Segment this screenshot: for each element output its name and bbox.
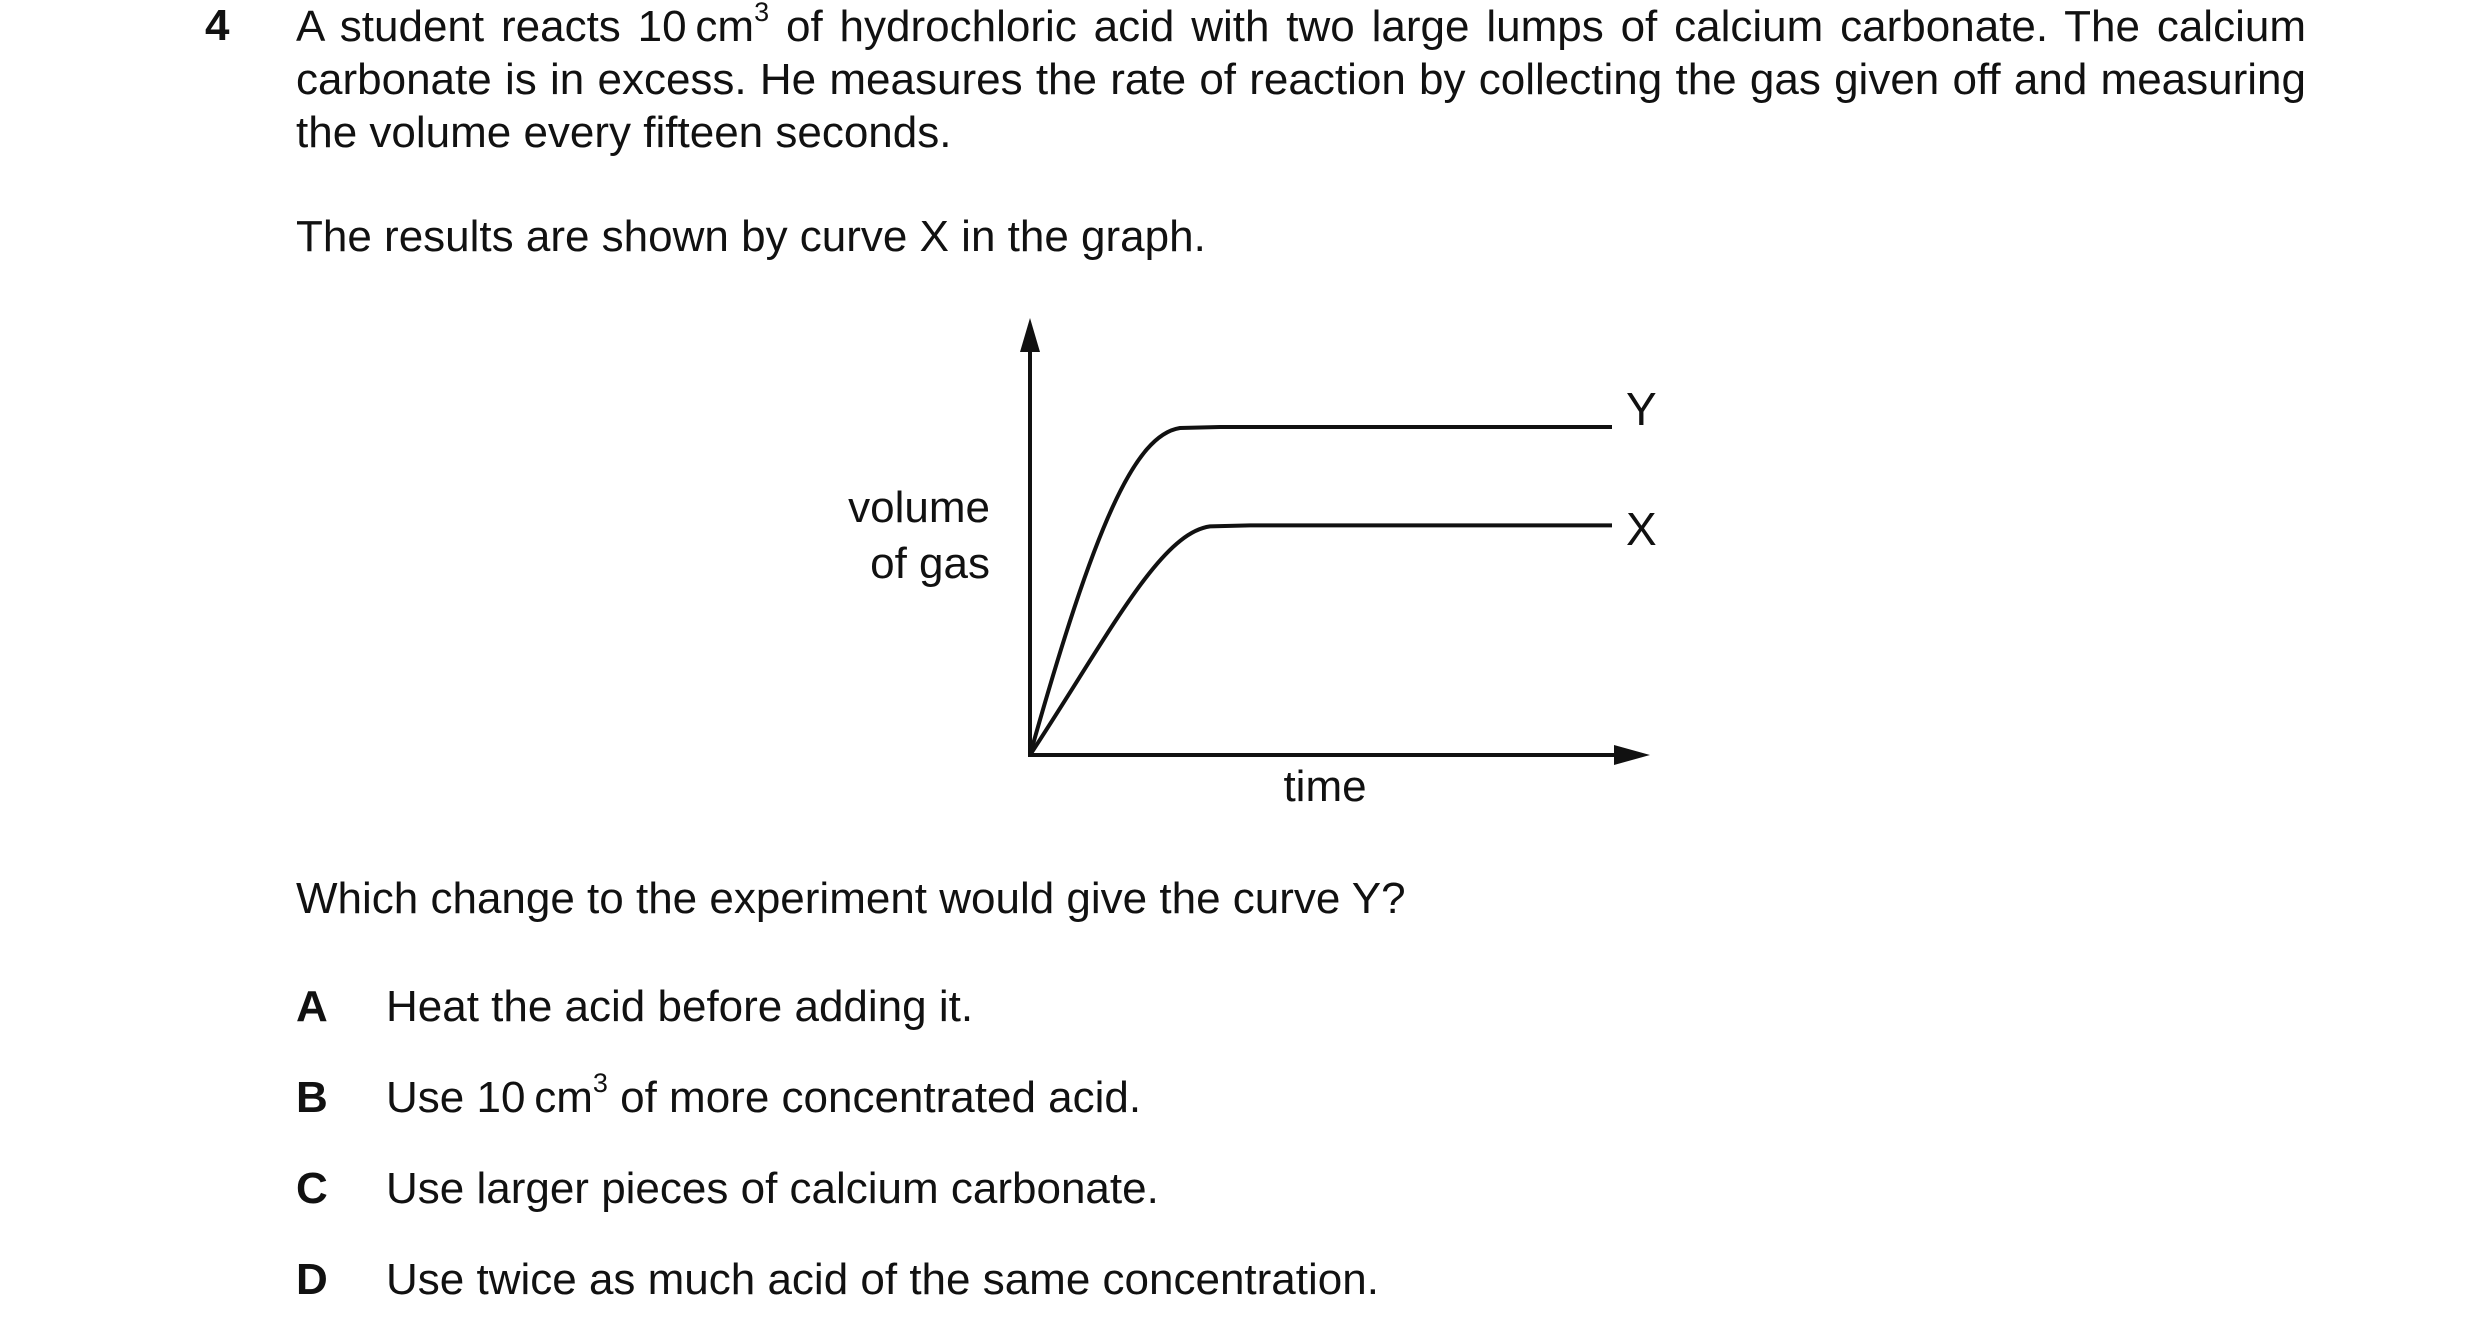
- y-axis-label: [800, 480, 990, 592]
- option-b-letter: B: [296, 1073, 328, 1122]
- option-c-letter: C: [296, 1164, 328, 1213]
- question-number: 4: [205, 1, 230, 50]
- curve-x-label: X: [1626, 503, 1657, 555]
- y-axis-label-line1: volume: [848, 483, 990, 532]
- option-b-text-start: Use 10 cm: [386, 1073, 593, 1122]
- option-a-letter: A: [296, 982, 328, 1031]
- x-axis-arrow: [1614, 745, 1650, 765]
- option-a[interactable]: [296, 980, 973, 1034]
- curve-x-line: [1030, 525, 1612, 755]
- option-d-letter: D: [296, 1255, 328, 1304]
- option-b-superscript: 3: [592, 1068, 608, 1099]
- option-a-text: Heat the acid before adding it.: [386, 982, 974, 1031]
- option-c[interactable]: [296, 1162, 1159, 1216]
- graph-intro-text: The results are shown by curve X in the graph.: [296, 212, 1206, 261]
- option-d-text: Use twice as much acid of the same concentration.: [386, 1255, 1379, 1304]
- curve-y-label: Y: [1626, 383, 1657, 435]
- question-prompt: Which change to the experiment would give the curve Y?: [296, 874, 1406, 923]
- stem-text-start: A student reacts 10 cm: [296, 2, 755, 51]
- option-d[interactable]: [296, 1253, 1379, 1307]
- stem-superscript: 3: [754, 0, 770, 28]
- option-b[interactable]: [296, 1068, 1142, 1125]
- option-b-text-end: of more concentrated acid.: [607, 1073, 1142, 1122]
- curve-y-line: [1030, 427, 1612, 755]
- x-axis-label: time: [1283, 762, 1367, 811]
- y-axis-arrow: [1020, 318, 1040, 352]
- y-axis-label-line2: of gas: [870, 539, 990, 588]
- option-c-text: Use larger pieces of calcium carbonate.: [386, 1164, 1159, 1213]
- stem-text-end: of hydrochloric acid with two large lumps of calcium carbonate. The calcium carbonate is in excess. He measures the rate of reaction by collecting the gas given off and measuring the volume every fifteen seconds.: [296, 2, 2306, 157]
